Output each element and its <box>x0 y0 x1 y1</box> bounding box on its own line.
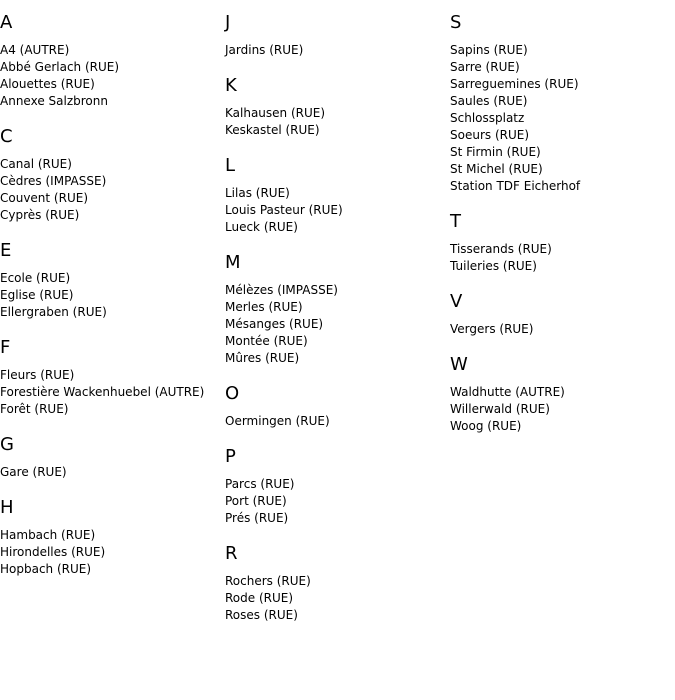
street-list <box>0 156 225 224</box>
street-link[interactable]: Hirondelles (RUE) <box>0 545 106 559</box>
street-link[interactable]: Fleurs (RUE) <box>0 368 75 382</box>
letter-group-v <box>450 291 675 338</box>
street-list <box>0 42 225 110</box>
letter-heading: C <box>0 126 13 147</box>
street-link[interactable]: Gare (RUE) <box>0 465 67 479</box>
street-link[interactable]: Cyprès (RUE) <box>0 208 80 222</box>
street-list <box>450 42 675 195</box>
street-column-1 <box>0 12 225 594</box>
street-link[interactable]: Cèdres (IMPASSE) <box>0 174 107 188</box>
street-list <box>225 185 450 236</box>
street-link[interactable]: Annexe Salzbronn <box>0 94 108 108</box>
street-link[interactable]: Ellergraben (RUE) <box>0 305 107 319</box>
street-link[interactable]: Mésanges (RUE) <box>225 317 324 331</box>
street-link[interactable]: Sarre (RUE) <box>450 60 520 74</box>
letter-group-g <box>0 434 225 481</box>
street-column-2 <box>225 12 450 640</box>
letter-heading: T <box>450 211 461 232</box>
street-list <box>225 42 450 59</box>
letter-group-c <box>0 126 225 224</box>
street-link[interactable]: Schlossplatz <box>450 111 525 125</box>
street-link[interactable]: Forêt (RUE) <box>0 402 69 416</box>
street-link[interactable]: Rochers (RUE) <box>225 574 311 588</box>
letter-heading: W <box>450 354 468 375</box>
street-link[interactable]: Alouettes (RUE) <box>0 77 95 91</box>
letter-heading: O <box>225 383 240 404</box>
letter-group-o <box>225 383 450 430</box>
street-list <box>0 270 225 321</box>
letter-heading: V <box>450 291 463 312</box>
street-link[interactable]: Merles (RUE) <box>225 300 303 314</box>
street-list <box>0 527 225 578</box>
street-link[interactable]: Couvent (RUE) <box>0 191 89 205</box>
street-link[interactable]: Jardins (RUE) <box>225 43 304 57</box>
letter-group-l <box>225 155 450 236</box>
street-link[interactable]: Oermingen (RUE) <box>225 414 330 428</box>
street-list <box>450 321 675 338</box>
letter-group-w <box>450 354 675 435</box>
street-link[interactable]: Prés (RUE) <box>225 511 289 525</box>
street-link[interactable]: Montée (RUE) <box>225 334 308 348</box>
letter-heading: G <box>0 434 14 455</box>
letter-heading: M <box>225 252 241 273</box>
street-list <box>225 573 450 624</box>
letter-group-r <box>225 543 450 624</box>
letter-heading: A <box>0 12 13 33</box>
letter-heading: R <box>225 543 238 564</box>
letter-group-e <box>0 240 225 321</box>
street-list <box>225 282 450 367</box>
street-link[interactable]: Hambach (RUE) <box>0 528 96 542</box>
letter-heading: L <box>225 155 236 176</box>
street-list <box>0 464 225 481</box>
letter-heading: J <box>225 12 231 33</box>
street-link[interactable]: Roses (RUE) <box>225 608 298 622</box>
street-list <box>450 384 675 435</box>
street-link[interactable]: Sarreguemines (RUE) <box>450 77 579 91</box>
street-column-3 <box>450 12 675 451</box>
street-link[interactable]: Abbé Gerlach (RUE) <box>0 60 120 74</box>
letter-heading: E <box>0 240 12 261</box>
street-link[interactable]: Canal (RUE) <box>0 157 72 171</box>
letter-group-k <box>225 75 450 139</box>
letter-group-j <box>225 12 450 59</box>
street-link[interactable]: Station TDF Eicherhof <box>450 179 581 193</box>
street-link[interactable]: Lueck (RUE) <box>225 220 298 234</box>
street-list <box>225 105 450 139</box>
letter-group-a <box>0 12 225 110</box>
street-link[interactable]: Forestière Wackenhuebel (AUTRE) <box>0 385 205 399</box>
street-link[interactable]: Willerwald (RUE) <box>450 402 550 416</box>
street-link[interactable]: Sapins (RUE) <box>450 43 528 57</box>
letter-group-f <box>0 337 225 418</box>
street-link[interactable]: Hopbach (RUE) <box>0 562 92 576</box>
street-link[interactable]: St Firmin (RUE) <box>450 145 541 159</box>
street-list <box>225 413 450 430</box>
letter-heading: S <box>450 12 462 33</box>
letter-heading: K <box>225 75 237 96</box>
letter-group-m <box>225 252 450 367</box>
street-link[interactable]: Kalhausen (RUE) <box>225 106 326 120</box>
street-list <box>225 476 450 527</box>
street-link[interactable]: Eglise (RUE) <box>0 288 74 302</box>
street-link[interactable]: Port (RUE) <box>225 494 287 508</box>
street-link[interactable]: Lilas (RUE) <box>225 186 290 200</box>
street-list <box>450 241 675 275</box>
letter-heading: H <box>0 497 14 518</box>
letter-heading: F <box>0 337 11 358</box>
street-link[interactable]: Tuileries (RUE) <box>450 259 537 273</box>
letter-group-h <box>0 497 225 578</box>
street-list <box>0 367 225 418</box>
letter-group-t <box>450 211 675 275</box>
street-link[interactable]: Tisserands (RUE) <box>450 242 552 256</box>
street-link[interactable]: Woog (RUE) <box>450 419 522 433</box>
street-link[interactable]: Vergers (RUE) <box>450 322 534 336</box>
street-link[interactable]: Soeurs (RUE) <box>450 128 530 142</box>
street-link[interactable]: Louis Pasteur (RUE) <box>225 203 343 217</box>
street-link[interactable]: Saules (RUE) <box>450 94 528 108</box>
street-link[interactable]: Keskastel (RUE) <box>225 123 320 137</box>
street-link[interactable]: Rode (RUE) <box>225 591 294 605</box>
street-link[interactable]: Mûres (RUE) <box>225 351 300 365</box>
street-link[interactable]: Ecole (RUE) <box>0 271 71 285</box>
letter-heading: P <box>225 446 236 467</box>
street-link[interactable]: Parcs (RUE) <box>225 477 295 491</box>
street-link[interactable]: A4 (AUTRE) <box>0 43 70 57</box>
letter-group-s <box>450 12 675 195</box>
letter-group-p <box>225 446 450 527</box>
street-link[interactable]: St Michel (RUE) <box>450 162 543 176</box>
street-link[interactable]: Mélèzes (IMPASSE) <box>225 283 338 297</box>
street-link[interactable]: Waldhutte (AUTRE) <box>450 385 565 399</box>
